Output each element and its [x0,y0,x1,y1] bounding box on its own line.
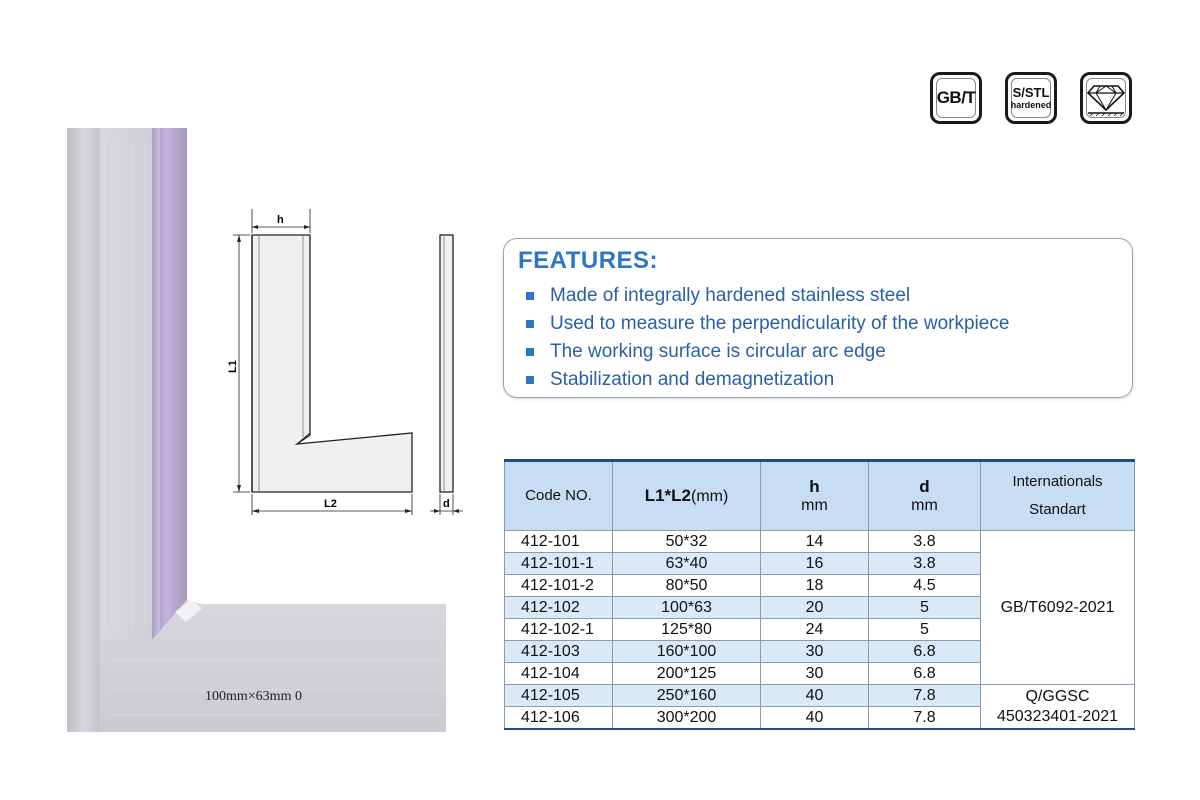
col-header-d: d mm [869,461,981,531]
table-row: 412-102 100*63 20 5 [505,597,1135,619]
table-row: 412-101-1 63*40 16 3.8 [505,553,1135,575]
hardened-badge-text: hardened [1010,99,1052,110]
stainless-hardened-badge [1005,72,1057,124]
standard-cell-2: Q/GGSC 450323401-2021 [981,685,1135,730]
label-h: h [277,214,284,226]
col-header-h: h mm [761,461,869,531]
table-row: 412-103 160*100 30 6.8 [505,641,1135,663]
feature-item: Made of integrally hardened stainless steel [526,282,1009,310]
bullet-icon [526,292,534,300]
standard-cell: GB/T6092-2021 [981,531,1135,685]
col-header-standard: Internationals Standart [981,461,1135,531]
table-row: 412-101 50*32 14 3.8 GB/T6092-2021 [505,531,1135,553]
diamond-icon [1086,80,1126,116]
gbt-standard-badge [930,72,982,124]
features-title: FEATURES: [518,247,659,274]
dimension-diagram [225,205,475,515]
feature-item: Used to measure the perpendicularity of the workpiece [526,310,1009,338]
table-row: 412-106 300*200 40 7.8 [505,707,1135,730]
label-d: d [443,498,450,510]
features-box [503,238,1133,398]
features-list [526,282,1009,394]
col-header-code: Code NO. [505,461,613,531]
sstl-badge-text: S/STL [1012,84,1050,100]
photo-marking: 100mm×63mm 0 [205,689,302,704]
feature-item: The working surface is circular arc edge [526,338,1009,366]
gbt-badge-text: GB/T [936,88,976,107]
table-row: 412-101-2 80*50 18 4.5 [505,575,1135,597]
table-row: 412-104 200*125 30 6.8 [505,663,1135,685]
label-L2: L2 [324,498,337,510]
diamond-hardness-badge [1080,72,1132,124]
feature-item: Stabilization and demagnetization [526,366,1009,394]
spec-table [504,459,1135,730]
bullet-icon [526,348,534,356]
bullet-icon [526,320,534,328]
table-row: 412-105 250*160 40 7.8 Q/GGSC 450323401-2021 [505,685,1135,707]
table-row: 412-102-1 125*80 24 5 [505,619,1135,641]
bullet-icon [526,376,534,384]
label-L1: L1 [227,360,239,373]
col-header-size: L1*L2(mm) [613,461,761,531]
